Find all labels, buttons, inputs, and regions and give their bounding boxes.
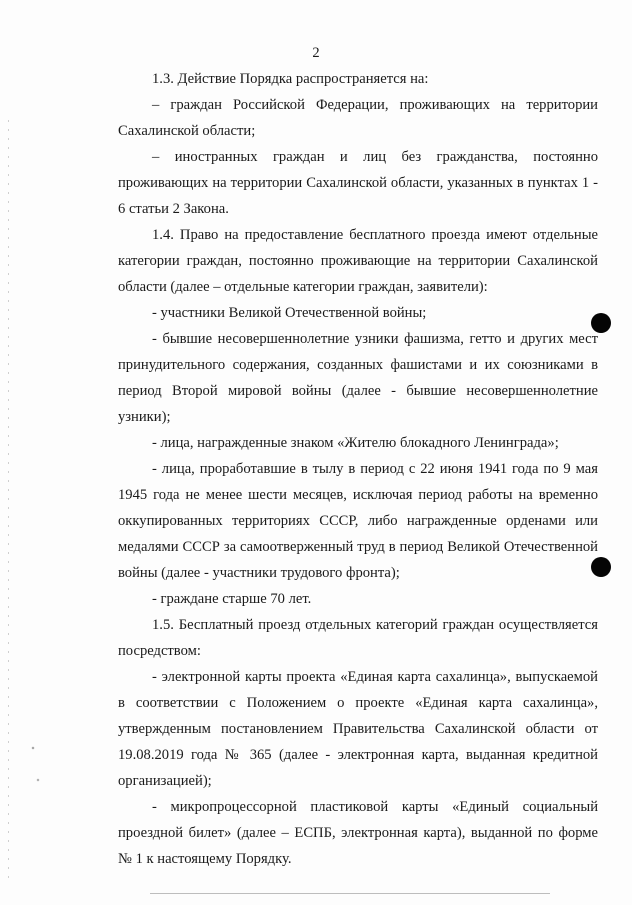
page-number: 2 bbox=[312, 45, 320, 61]
paragraph-leningrad-badge: - лица, награжденные знаком «Жителю блокадного Ленинграда»; bbox=[152, 435, 559, 451]
paragraph-1-4: 1.4. Право на предоставление бесплатного проезда имеют отдельные категории граждан, постоянно проживающие на территории Сахалинской области (далее – отдельные категории граждан, заявители): bbox=[118, 227, 598, 295]
document-body bbox=[118, 66, 598, 872]
paragraph-1-5: 1.5. Бесплатный проезд отдельных категорий граждан осуществляется посредством: bbox=[118, 617, 598, 659]
paragraph-citizens-rf: – граждан Российской Федерации, проживающих на территории Сахалинской области; bbox=[118, 97, 598, 139]
paragraph-1-3: 1.3. Действие Порядка распространяется на: bbox=[152, 71, 429, 87]
scan-specks bbox=[30, 740, 42, 800]
scan-edge-left bbox=[8, 120, 9, 880]
paragraph-over-70: - граждане старше 70 лет. bbox=[152, 591, 312, 607]
paragraph-espb-card: - микропроцессорной пластиковой карты «Единый социальный проездной билет» (далее – ЕСПБ, электронная карта), выданной по форме № 1 к настоящему Порядку. bbox=[118, 799, 598, 867]
punch-hole-top bbox=[591, 313, 611, 333]
paragraph-electronic-card: - электронной карты проекта «Единая карта сахалинца», выпускаемой в соответствии с Положением о проекте «Единая карта сахалинца», утвержденным постановлением Правительства Сахалинской области от 19.08.2019 года № 365 (далее - электронная карта, выданная кредитной организацией); bbox=[118, 669, 598, 789]
scan-edge-bottom bbox=[150, 893, 550, 894]
paragraph-war-participants: - участники Великой Отечественной войны; bbox=[152, 305, 427, 321]
paragraph-home-front: - лица, проработавшие в тылу в период с 22 июня 1941 года по 9 мая 1945 года не менее шести месяцев, исключая период работы на временно оккупированных территориях СССР, либо награжденные орденами или медалями СССР за самоотверженный труд в период Великой Отечественной войны (далее - участники трудового фронта); bbox=[118, 461, 598, 581]
paragraph-former-prisoners: - бывшие несовершеннолетние узники фашизма, гетто и других мест принудительного содержания, созданных фашистами и их союзниками в период Второй мировой войны (далее - бывшие несовершеннолетние узники); bbox=[118, 331, 598, 425]
punch-hole-bottom bbox=[591, 557, 611, 577]
paragraph-foreign-citizens: – иностранных граждан и лиц без гражданства, постоянно проживающих на территории Сахалинской области, указанных в пунктах 1 - 6 статьи 2 Закона. bbox=[118, 149, 598, 217]
